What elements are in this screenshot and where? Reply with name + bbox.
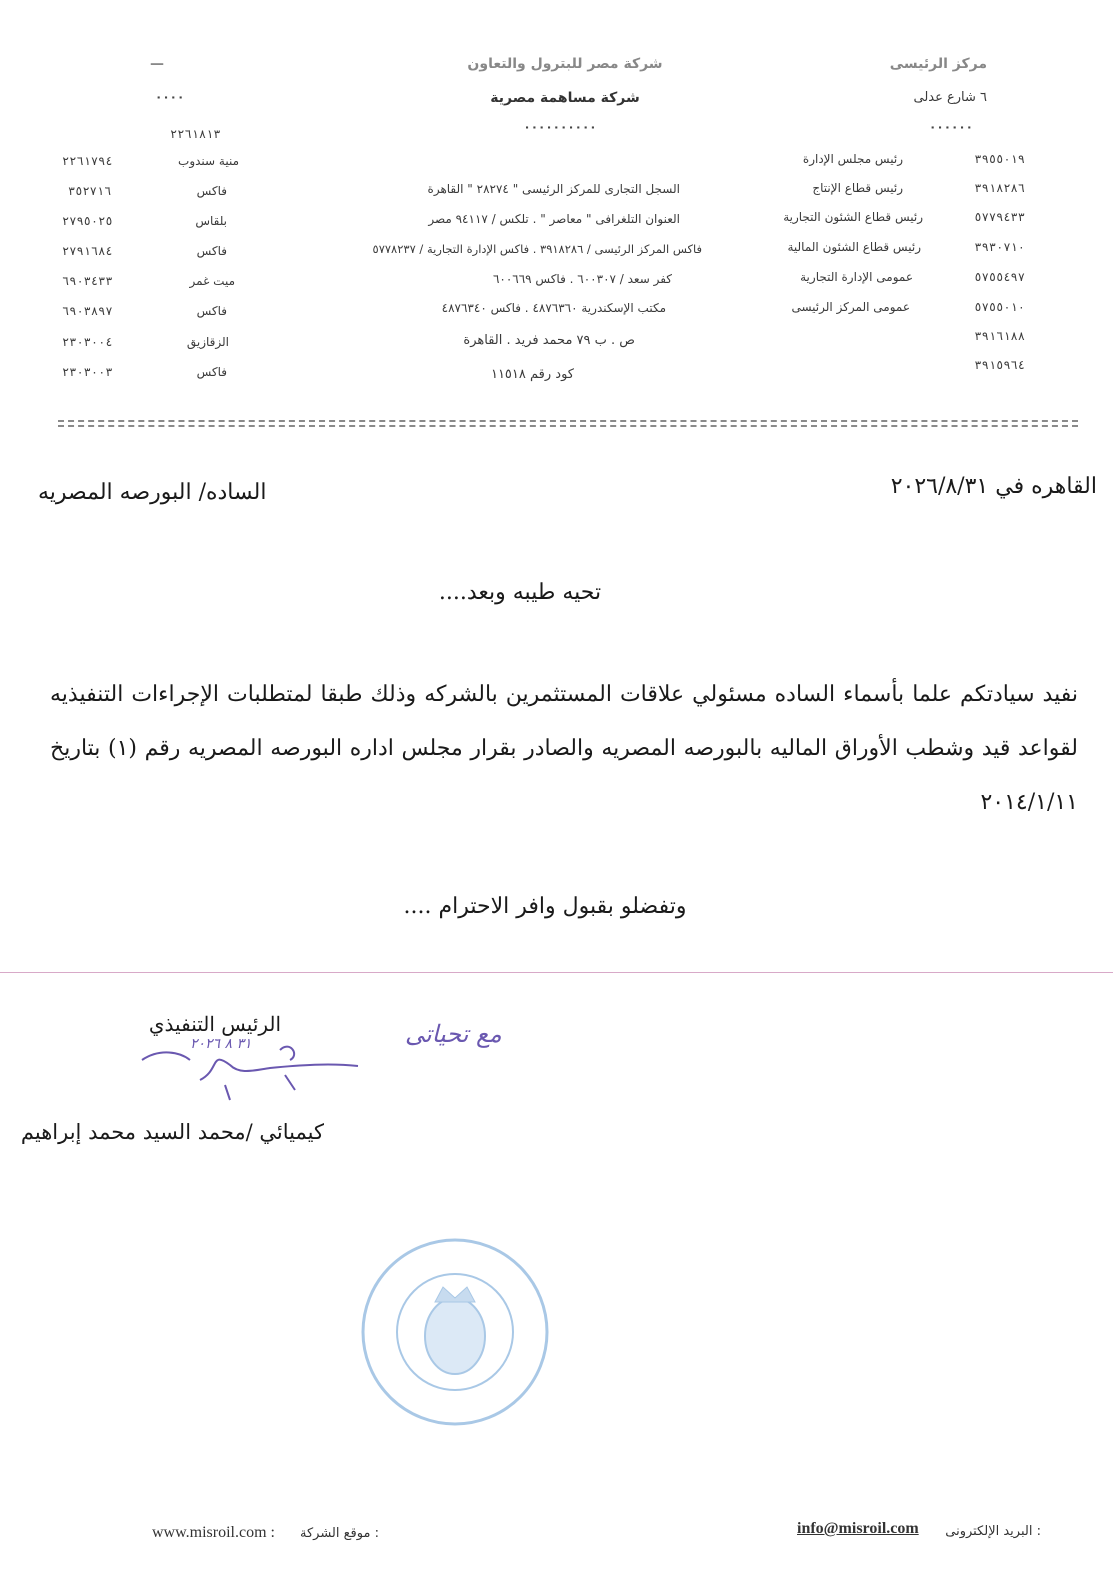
letter-body: نفيد سيادتكم علما بأسماء الساده مسئولي علاقات المستثمرين بالشركه وذلك طبقا لمتطلبات الإجراءات التنفيذيه لقواعد قيد وشطب الأوراق الماليه بالبورصه المصريه والصادر بقرار مجلس اداره البورصه المصريه رقم (١) بتاريخ ٢٠١٤/١/١١ bbox=[50, 682, 1078, 815]
center-row: كفر سعد / ٦٠٠٣٠٧ . فاكس ٦٠٠٦٦٩ bbox=[492, 272, 672, 286]
company-stamp bbox=[355, 1232, 555, 1432]
site-label: موقع الشركة : bbox=[300, 1526, 379, 1541]
divider-line bbox=[0, 972, 1113, 973]
header-address: ٦ شارع عدلى bbox=[913, 90, 987, 105]
left-row-number: ٦٩٠٣٨٩٧ bbox=[62, 304, 113, 318]
header-company-type: شركة مساهمة مصرية bbox=[490, 90, 640, 106]
site-link[interactable]: www.misroil.com : bbox=[152, 1524, 275, 1541]
handwritten-date: ٣١ ٨ ٢٠٢٦ bbox=[190, 1036, 252, 1052]
header-center-dots: ٠٠٠٠٠٠٠٠٠٠ bbox=[523, 120, 597, 134]
right-row-number: ٥٧٥٥٠١٠ bbox=[974, 300, 1025, 314]
letter-closing: وتفضلو بقبول وافر الاحترام .... bbox=[403, 894, 687, 919]
center-row: ص . ب ٧٩ محمد فريد . القاهرة bbox=[463, 333, 635, 348]
left-row-number: ٢٣٠٣٠٠٤ bbox=[62, 335, 113, 349]
right-row-number: ٣٩١٨٢٨٦ bbox=[974, 181, 1025, 195]
header-left-dots: ٠٠٠٠ bbox=[155, 90, 185, 104]
right-row-label: عمومى المركز الرئيسى bbox=[791, 300, 910, 314]
right-row-label: رئيس قطاع الشئون المالية bbox=[787, 240, 921, 254]
email-label: البريد الإلكترونى : bbox=[945, 1524, 1041, 1539]
right-row-label: عمومى الإدارة التجارية bbox=[800, 270, 913, 284]
center-row: كود رقم ١١٥١٨ bbox=[490, 367, 574, 382]
header-right-dots: ٠٠٠٠٠٠ bbox=[929, 120, 973, 134]
left-row-number: ٣٥٢٧١٦ bbox=[68, 184, 112, 198]
left-row-number: ٢٧٩١٦٨٤ bbox=[62, 244, 113, 258]
left-row-label: فاكس bbox=[196, 304, 227, 318]
center-row: السجل التجارى للمركز الرئيسى " ٢٨٢٧٤ " القاهرة bbox=[427, 182, 680, 196]
header-left-title: — bbox=[150, 56, 164, 72]
left-row-label: فاكس bbox=[196, 184, 227, 198]
header-company-name: شركة مصر للبترول والتعاون bbox=[467, 56, 663, 72]
left-row-number: ٢٧٩٥٠٢٥ bbox=[62, 214, 113, 228]
right-row-number: ٣٩١٥٩٦٤ bbox=[974, 358, 1025, 372]
right-row-number: ٣٩١٦١٨٨ bbox=[974, 329, 1025, 343]
header-separator bbox=[58, 420, 1078, 427]
center-row: العنوان التلغرافى " معاصر " . تلكس / ٩٤١١٧ مصر bbox=[428, 212, 680, 226]
right-row-label: رئيس مجلس الإدارة bbox=[802, 152, 903, 166]
center-row: مكتب الإسكندرية ٤٨٧٦٣٦٠ . فاكس ٤٨٧٦٣٤٠ bbox=[441, 301, 666, 315]
letter-date: القاهره في ٢٠٢٦/٨/٣١ bbox=[890, 474, 1097, 499]
letter-recipient: الساده/ البورصه المصريه bbox=[38, 480, 267, 505]
header-right-title: مركز الرئيسى bbox=[889, 56, 987, 72]
right-row-number: ٣٩٥٥٠١٩ bbox=[974, 152, 1025, 166]
right-row-number: ٥٧٧٩٤٣٣ bbox=[974, 210, 1025, 224]
handwritten-note: مع تحياتى bbox=[405, 1020, 502, 1048]
left-row-label: منية سندوب bbox=[178, 154, 239, 168]
right-row-label: رئيس قطاع الإنتاج bbox=[812, 181, 903, 195]
left-row-number: ٢٢٦١٧٩٤ bbox=[62, 154, 113, 168]
right-row-label: رئيس قطاع الشئون التجارية bbox=[783, 210, 923, 224]
right-row-number: ٣٩٣٠٧١٠ bbox=[974, 240, 1025, 254]
signatory-title: الرئيس التنفيذي bbox=[148, 1012, 282, 1036]
left-row-label: فاكس bbox=[196, 244, 227, 258]
header-top-left-number: ٢٢٦١٨١٣ bbox=[170, 127, 221, 141]
right-row-number: ٥٧٥٥٤٩٧ bbox=[974, 270, 1025, 284]
left-row-label: ميت غمر bbox=[189, 274, 235, 288]
left-row-label: بلقاس bbox=[195, 214, 227, 228]
center-row: فاكس المركز الرئيسى / ٣٩١٨٢٨٦ . فاكس الإدارة التجارية / ٥٧٧٨٢٣٧ bbox=[372, 242, 702, 256]
left-row-label: الزقازيق bbox=[186, 335, 229, 349]
left-row-label: فاكس bbox=[196, 365, 227, 379]
left-row-number: ٦٩٠٣٤٣٣ bbox=[62, 274, 113, 288]
signatory-name: كيميائي /محمد السيد محمد إبراهيم bbox=[20, 1120, 324, 1144]
letter-greeting: تحيه طيبه وبعد.... bbox=[438, 580, 602, 605]
email-link[interactable]: info@misroil.com bbox=[797, 1520, 919, 1537]
left-row-number: ٢٣٠٣٠٠٣ bbox=[62, 365, 113, 379]
